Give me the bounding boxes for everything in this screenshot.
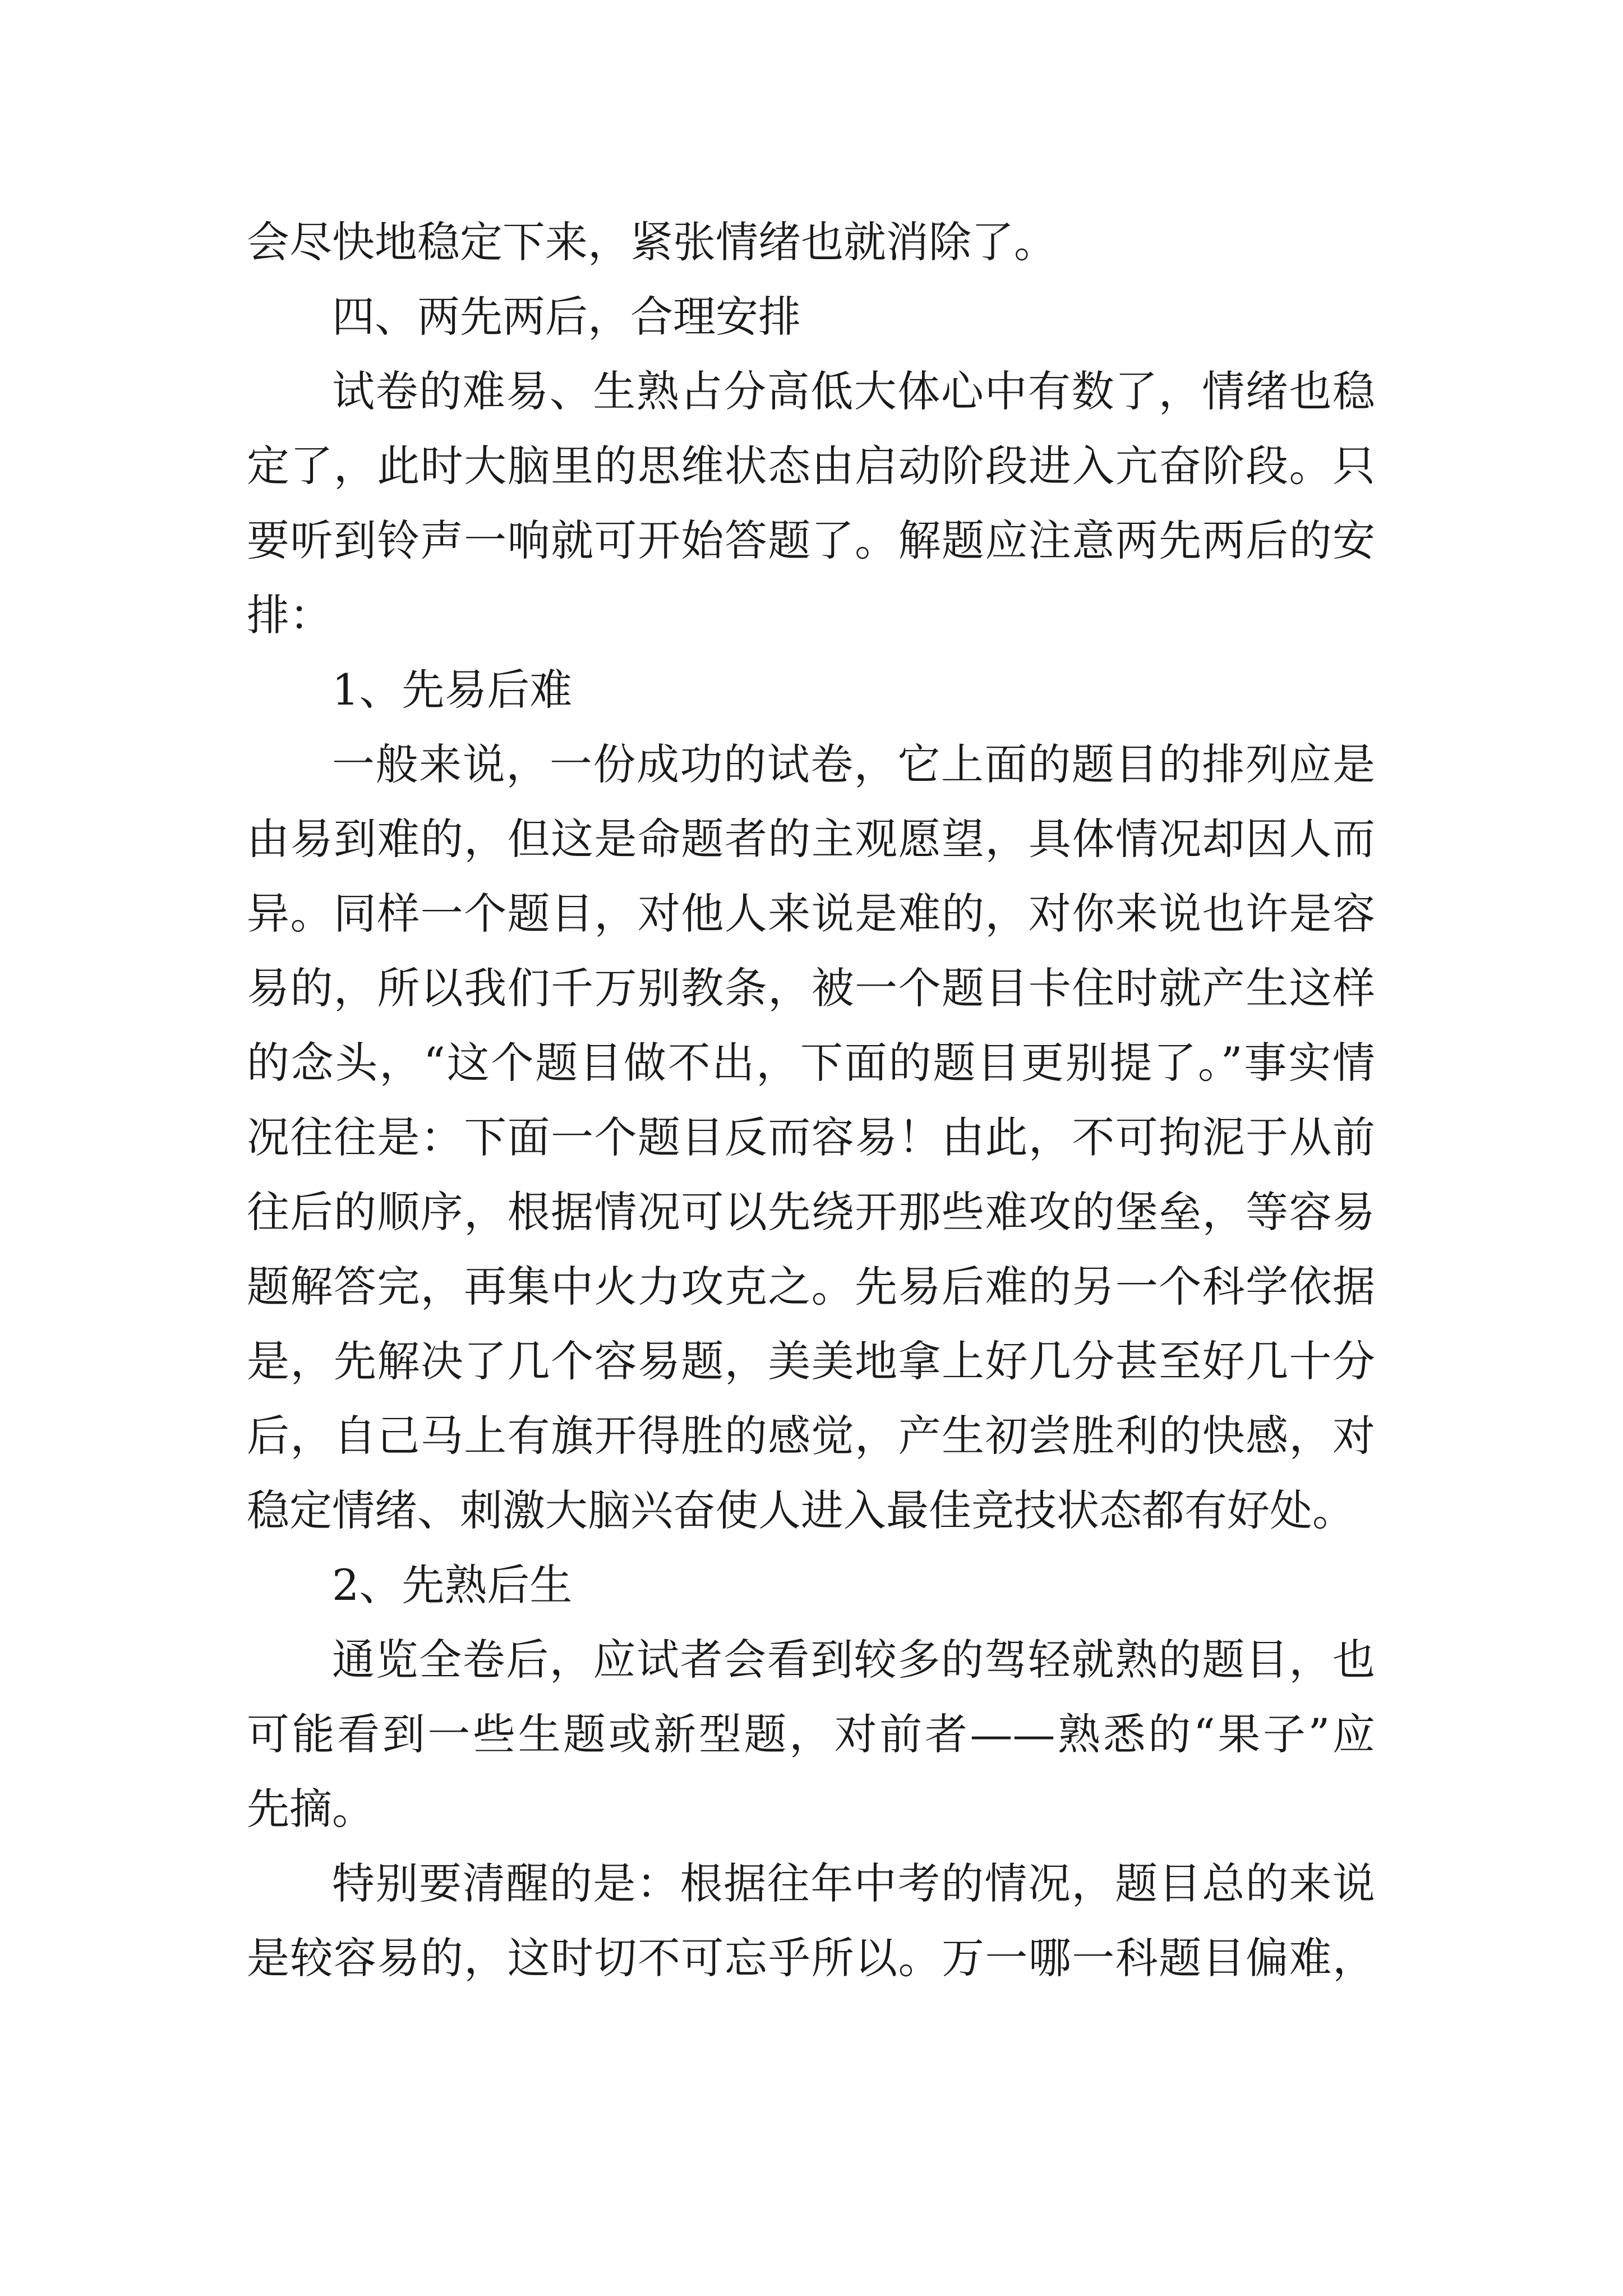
text-line: 一般来说，一份成功的试卷，它上面的题目的排列应是	[332, 739, 1375, 789]
paragraph	[247, 1622, 1375, 1846]
text-line: 后，自己马上有旗开得胜的感觉，产生初尝胜利的快感，对	[247, 1411, 1375, 1461]
text-line: 题解答完，再集中火力攻克之。先易后难的另一个科学依据	[247, 1262, 1375, 1312]
text-line: 要听到铃声一响就可开始答题了。解题应注意两先两后的安	[247, 516, 1375, 565]
heading-text: 四、两先两后，合理安排	[332, 292, 801, 342]
paragraph	[247, 1846, 1375, 1995]
text-line: 试卷的难易、生熟占分高低大体心中有数了，情绪也稳	[332, 366, 1375, 416]
text-line: 会尽快地稳定下来，紧张情绪也就消除了。	[247, 217, 1057, 267]
paragraph	[247, 727, 1375, 1548]
text-line: 定了，此时大脑里的思维状态由启动阶段进入亢奋阶段。只	[247, 441, 1375, 491]
paragraph	[247, 205, 1375, 279]
document-body	[247, 205, 1375, 1995]
text-line: 可能看到一些生题或新型题，对前者——熟悉的“果子”应	[247, 1709, 1375, 1759]
text-line: 易的，所以我们千万别教条，被一个题目卡住时就产生这样	[247, 963, 1375, 1013]
text-line: 由易到难的，但这是命题者的主观愿望，具体情况却因人而	[247, 814, 1375, 864]
text-line: 特别要清醒的是：根据往年中考的情况，题目总的来说	[332, 1858, 1375, 1908]
paragraph	[247, 354, 1375, 652]
heading-text: 2、先熟后生	[332, 1560, 573, 1610]
text-line: 是，先解决了几个容易题，美美地拿上好几分甚至好几十分	[247, 1336, 1375, 1386]
section-heading	[247, 652, 1375, 727]
text-line: 排：	[247, 590, 332, 640]
text-line: 通览全卷后，应试者会看到较多的驾轻就熟的题目，也	[332, 1635, 1375, 1685]
text-line: 况往往是：下面一个题目反而容易！由此，不可拘泥于从前	[247, 1112, 1375, 1162]
text-line: 稳定情绪、刺激大脑兴奋使人进入最佳竞技状态都有好处。	[247, 1485, 1355, 1535]
heading-text: 1、先易后难	[332, 665, 573, 715]
text-line: 是较容易的，这时切不可忘乎所以。万一哪一科题目偏难，	[247, 1933, 1375, 1983]
text-line: 先摘。	[247, 1784, 375, 1834]
section-heading	[247, 279, 1375, 354]
text-line: 异。同样一个题目，对他人来说是难的，对你来说也许是容	[247, 889, 1375, 938]
section-heading	[247, 1548, 1375, 1622]
text-line: 的念头，“这个题目做不出，下面的题目更别提了。”事实情	[247, 1038, 1375, 1088]
text-line: 往后的顺序，根据情况可以先绕开那些难攻的堡垒，等容易	[247, 1187, 1375, 1237]
